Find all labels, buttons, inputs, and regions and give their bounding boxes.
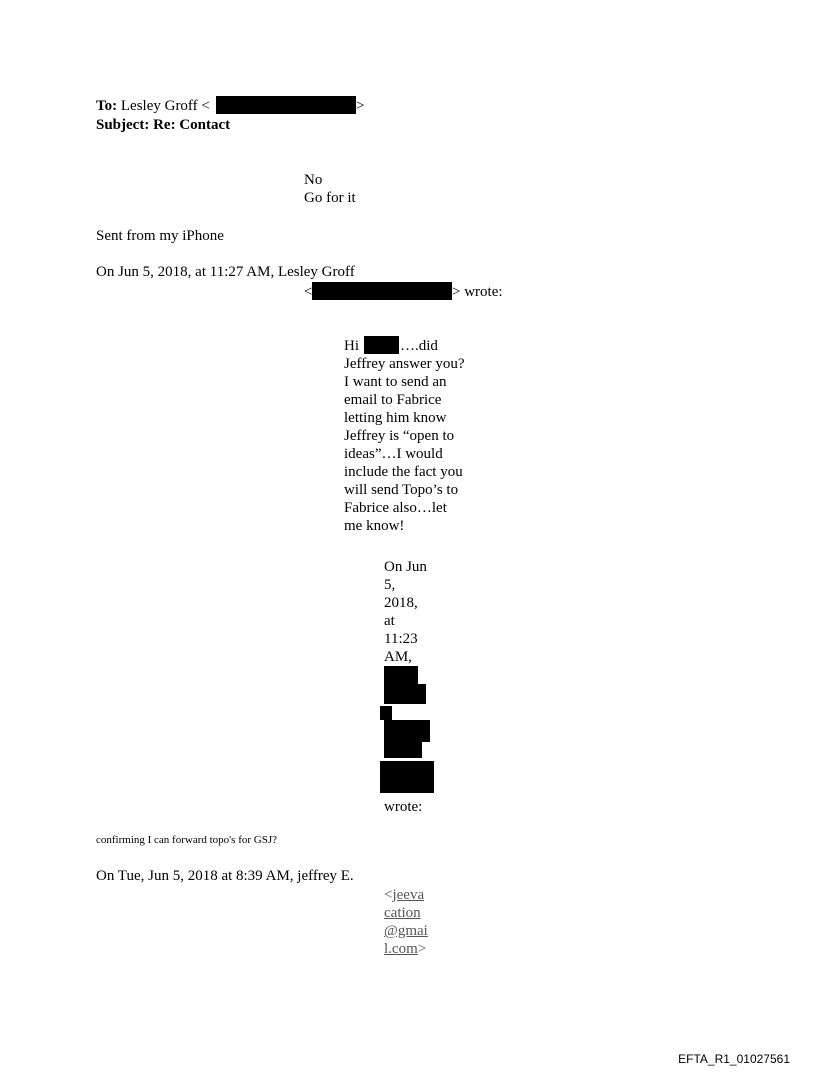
- quote1-header: On Jun 5, 2018, at 11:27 AM, Lesley Groff: [96, 264, 355, 280]
- redaction-block: [384, 666, 418, 686]
- message1-line: Fabrice also…let: [344, 500, 447, 516]
- message1-body: [344, 355, 465, 535]
- message2-body: confirming I can forward topo's for GSJ?: [96, 834, 277, 846]
- subject-label: Subject:: [96, 117, 150, 133]
- quote2-line: 11:23: [384, 631, 418, 647]
- quote3-email-line: [384, 940, 428, 958]
- message1-line: email to Fabrice: [344, 392, 442, 408]
- quote2-line: AM,: [384, 649, 412, 665]
- quote1-open: <: [304, 284, 313, 300]
- message1-line: I want to send an: [344, 374, 447, 390]
- message1-line: include the fact you: [344, 464, 463, 480]
- redaction-block: [380, 761, 434, 793]
- redaction-to-email: [216, 96, 356, 114]
- quote3-email-line: [384, 904, 428, 922]
- reply-line: No: [304, 172, 323, 188]
- redaction-block: [384, 740, 422, 758]
- email-link[interactable]: jeeva: [392, 887, 425, 903]
- to-close: >: [356, 98, 365, 114]
- quote3-open: <: [384, 887, 393, 903]
- quote2-line: 2018,: [384, 595, 418, 611]
- quote3-email-block: [384, 886, 428, 958]
- email-link[interactable]: l.com: [384, 941, 418, 957]
- document-id: EFTA_R1_01027561: [678, 1052, 790, 1066]
- quote3-email-line: [384, 922, 428, 940]
- message1-did: ….did: [400, 338, 438, 354]
- redaction-block: [384, 684, 426, 704]
- signature: Sent from my iPhone: [96, 228, 224, 244]
- reply-line: Go for it: [304, 190, 356, 206]
- quote1-close: > wrote:: [452, 284, 503, 300]
- subject-value: Re: Contact: [153, 117, 231, 133]
- message1-hi: Hi: [344, 338, 359, 354]
- redaction-block: [384, 720, 430, 742]
- quote3-header: On Tue, Jun 5, 2018 at 8:39 AM, jeffrey E.: [96, 868, 354, 884]
- quote2-header: [384, 558, 427, 666]
- to-line: [96, 97, 210, 115]
- redaction-block: [380, 706, 392, 720]
- redaction-name: [364, 336, 399, 354]
- email-link[interactable]: @gmai: [384, 923, 428, 939]
- message1-line: will send Topo’s to: [344, 482, 459, 498]
- quote2-line: On Jun: [384, 559, 427, 575]
- quote3-email-line: [384, 886, 428, 904]
- to-name: Lesley Groff <: [120, 98, 210, 114]
- subject-line: [96, 116, 230, 134]
- redaction-quote1-email: [312, 282, 452, 300]
- message1-line: me know!: [344, 518, 405, 534]
- message1-line: Jeffrey answer you?: [344, 356, 465, 372]
- quote2-line: at: [384, 613, 395, 629]
- quote2-line: 5,: [384, 577, 396, 593]
- quote3-close: >: [417, 941, 427, 957]
- quote2-wrote: wrote:: [384, 799, 423, 815]
- to-label: To:: [96, 98, 118, 114]
- message1-line: Jeffrey is “open to: [344, 428, 455, 444]
- email-link[interactable]: cation: [384, 905, 421, 921]
- reply-body: [304, 171, 356, 207]
- message1-line: ideas”…I would: [344, 446, 443, 462]
- message1-line: letting him know: [344, 410, 447, 426]
